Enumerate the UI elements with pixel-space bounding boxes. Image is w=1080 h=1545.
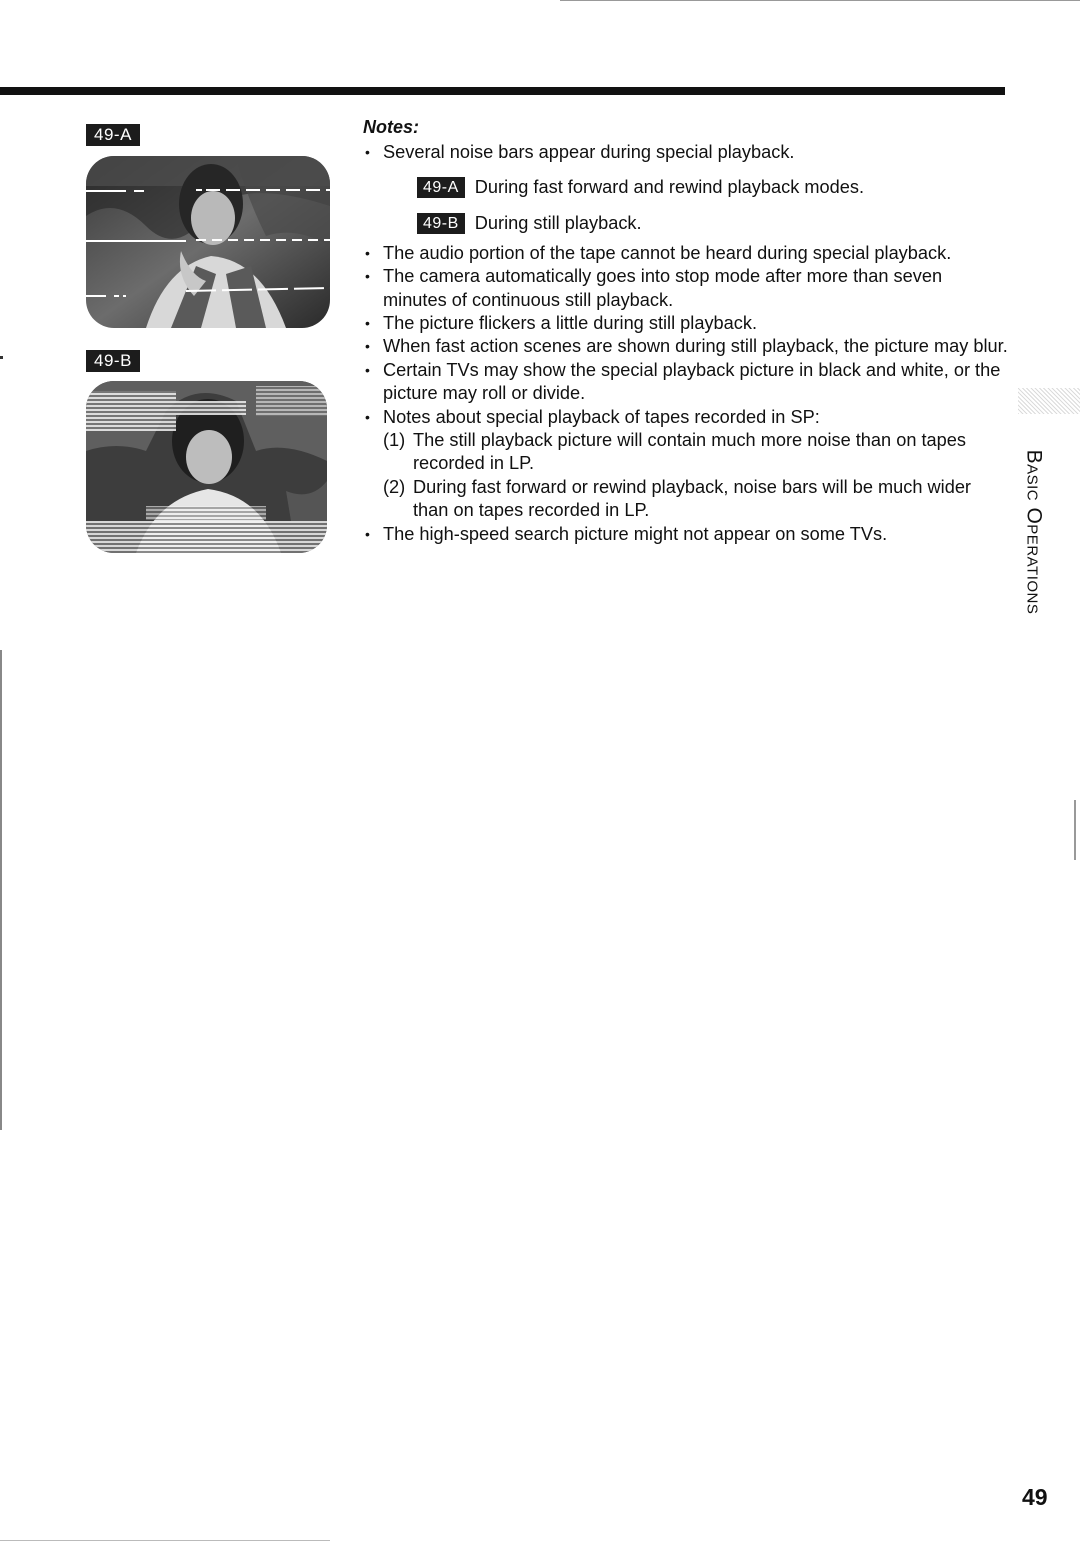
note-black-white: • Certain TVs may show the special playback picture in black and white, or the picture may roll or divide.: [363, 359, 1008, 406]
page-number: 49: [1022, 1484, 1048, 1510]
item-2-number: (2): [383, 476, 406, 497]
section-tab-label: Basic Operations: [1022, 449, 1046, 614]
note-sub-a: [417, 175, 1008, 200]
figure-b-badge: 49-B: [86, 350, 140, 372]
note-audio: • The audio portion of the tape cannot be heard during special playback.: [363, 242, 1008, 265]
notes-section: [363, 116, 1008, 546]
sub-b-badge: 49-B: [417, 213, 465, 234]
bottom-thin-rule: [0, 1540, 330, 1541]
top-thin-rule: [560, 0, 1080, 1]
section-tab: [1018, 424, 1048, 639]
scan-mark: [0, 356, 3, 359]
note-high-speed: • The high-speed search picture might not appear on some TVs.: [363, 523, 1008, 546]
note-sp-item-1: [363, 429, 1008, 476]
notes-title: Notes:: [363, 117, 420, 137]
scan-edge: [0, 650, 2, 1130]
note-sub-b: [417, 211, 1008, 236]
sub-b-text: During still playback.: [474, 212, 642, 233]
note-flicker: • The picture flickers a little during still playback.: [363, 312, 1008, 335]
figure-a-photo: [86, 156, 330, 328]
note-sp-tapes: • Notes about special playback of tapes recorded in SP:: [363, 406, 1008, 429]
note-sp-item-2: [363, 476, 1008, 523]
item-1-number: (1): [383, 430, 406, 451]
note-noise-bars: • Several noise bars appear during special playback.: [363, 141, 1008, 164]
item-1-text: The still playback picture will contain much more noise than on tapes recorded in LP.: [413, 430, 966, 474]
sub-a-badge: 49-A: [417, 177, 465, 198]
note-stop-mode: • The camera automatically goes into stop mode after more than seven minutes of continuous still playback.: [363, 265, 1008, 312]
figure-a-badge: 49-A: [86, 124, 140, 146]
note-blur: • When fast action scenes are shown during still playback, the picture may blur.: [363, 335, 1008, 358]
sub-a-text: During fast forward and rewind playback modes.: [474, 176, 864, 197]
item-2-text: During fast forward or rewind playback, noise bars will be much wider than on tapes recorded in LP.: [413, 476, 971, 521]
scan-mark-right: [1074, 800, 1076, 860]
halftone-patch: [1018, 388, 1080, 414]
header-rule: [0, 87, 1005, 95]
figure-b-photo: [86, 381, 327, 553]
